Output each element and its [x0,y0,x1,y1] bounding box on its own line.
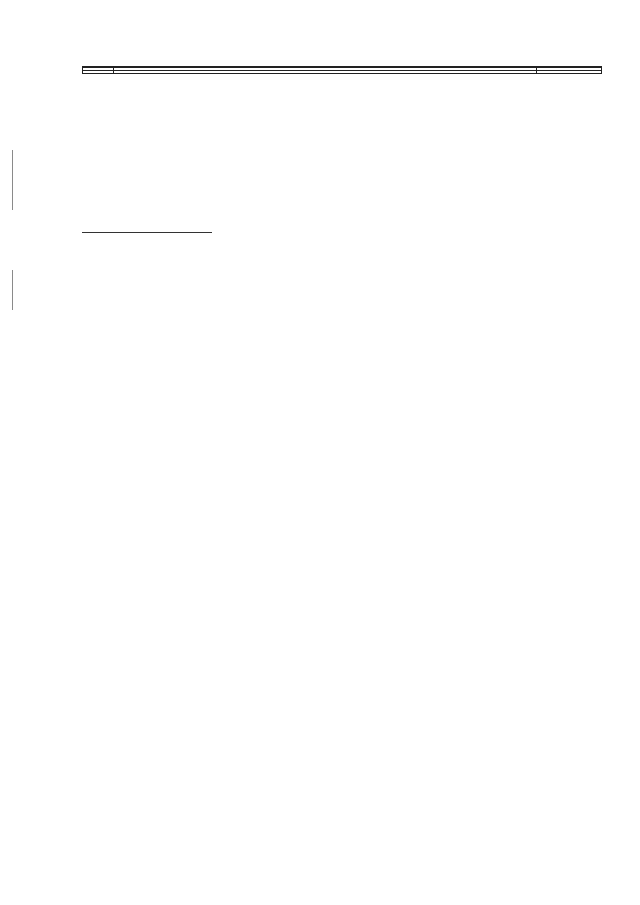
row-index [83,71,114,74]
row-score [537,71,602,74]
scan-mark [12,150,13,210]
footnote-divider [82,232,212,233]
table-row [83,71,602,74]
row-text [114,71,537,74]
footnotes-block [82,234,602,237]
criteria-table [82,66,602,74]
scan-mark [12,270,13,310]
